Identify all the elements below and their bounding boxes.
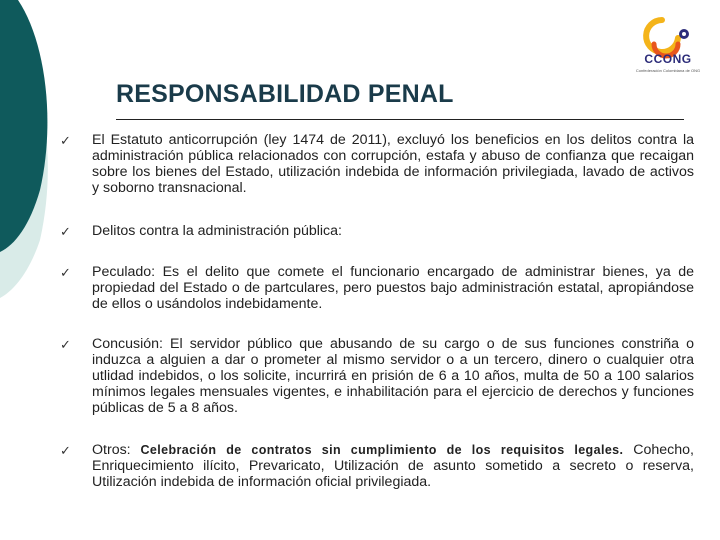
bullet-text: [92, 442, 694, 490]
checkmark-icon: ✓: [60, 133, 71, 148]
decorative-circle-shape: [0, 0, 60, 300]
checkmark-icon: ✓: [60, 443, 71, 458]
logo-name: CCONG: [644, 52, 692, 66]
checkmark-icon: ✓: [60, 337, 71, 352]
bullet-bold-text: Celebración de contratos sin cumplimiento de los requisitos legales.: [140, 443, 624, 457]
bullet-prefix: Otros:: [92, 442, 141, 458]
bullet-rest-text: Cohecho, Enriquecimiento ilícito, Prevaricato, Utilización de asunto sometido a secreto o reserva, Utilización indebida de información oficial privilegiada.: [92, 442, 694, 490]
title-divider: [116, 119, 684, 120]
checkmark-icon: ✓: [60, 224, 71, 239]
bullet-text: Delitos contra la administración pública:: [92, 223, 342, 239]
page-title: RESPONSABILIDAD PENAL: [116, 80, 454, 108]
bullet-text: El Estatuto anticorrupción (ley 1474 de 2011), excluyó los beneficios en los delitos contra la administración pública relacionados con corrupción, estafa y abuso de confianza que recaigan sobre los bienes del Estado, utilización indebida de información privilegiada, lavado de activos y soborno transnacional.: [92, 132, 694, 196]
bullet-text: Concusión: El servidor público que abusando de su cargo o de sus funciones constriña o induzca a alguien a dar o prometer al mismo servidor o a un tercero, dinero o cualquier otra utlidad indebidos, o los solicite, incurrirá en prisión de 6 a 10 años, multa de 50 a 100 salarios mínimos legales mensuales vigentes, e inhabilitación para el ejercicio de derechos y funciones públicas de 5 a 8 años.: [92, 336, 694, 416]
logo-tagline: Confederación Colombiana de ONG: [635, 68, 701, 73]
checkmark-icon: ✓: [60, 265, 71, 280]
bullet-text: Peculado: Es el delito que comete el funcionario encargado de administrar bienes, ya de propiedad del Estado o de partculares, pero puestos bajo administración estatal, apropiándose de ellos o usándolos indebidamente.: [92, 264, 694, 312]
